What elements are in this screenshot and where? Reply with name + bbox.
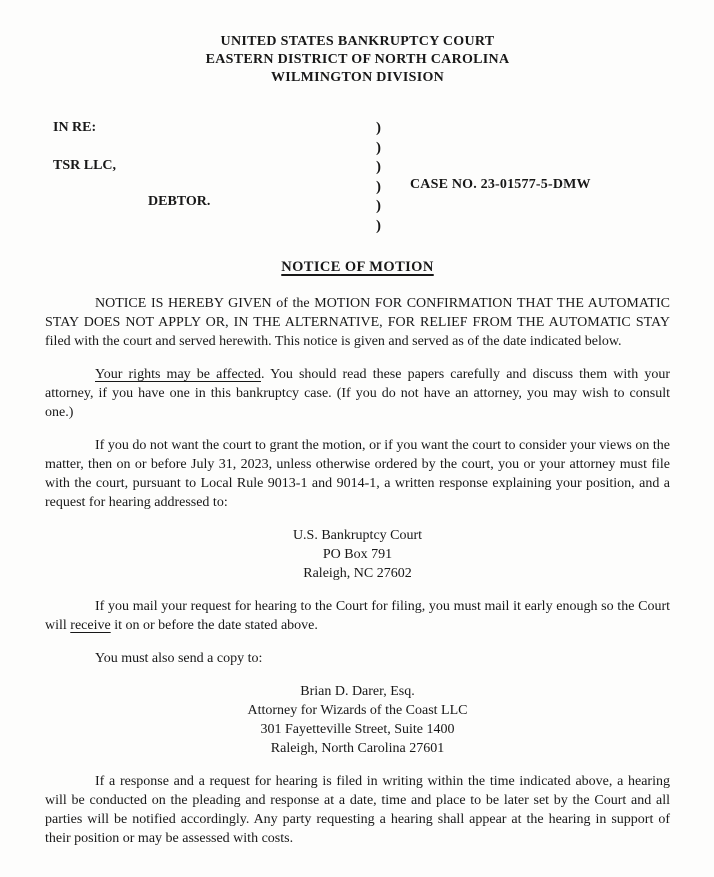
attorney-title: Attorney for Wizards of the Coast LLC xyxy=(247,703,468,718)
court-division: WILMINGTON DIVISION xyxy=(270,70,445,85)
court-address-block xyxy=(45,526,670,583)
document-title-text: NOTICE OF MOTION xyxy=(281,259,434,275)
court-name: UNITED STATES BANKRUPTCY COURT xyxy=(220,34,495,49)
paragraph-notice-given: NOTICE IS HEREBY GIVEN of the MOTION FOR CONFIRMATION THAT THE AUTOMATIC STAY DOES NOT APPLY OR, IN THE ALTERNATIVE, FOR RELIEF FROM THE AUTOMATIC STAY filed with the court and served herewith. This notice is given and served as of the date indicated below. xyxy=(45,296,670,349)
paragraph-response-deadline: If you do not want the court to grant the motion, or if you want the court to consider your views on the matter, then on or before July 31, 2023, unless otherwise ordered by the court, you or your attorney must file with the court, pursuant to Local Rule 9013-1 and 9014-1, a written response explaining your position, and a request for hearing addressed to: xyxy=(45,438,670,510)
court-header xyxy=(45,33,670,87)
court-address-city: Raleigh, NC 27602 xyxy=(303,566,412,581)
attorney-street: 301 Fayetteville Street, Suite 1400 xyxy=(260,722,455,737)
mail-instructions-post: it on or before the date stated above. xyxy=(110,618,318,633)
paragraph-mail-instructions xyxy=(45,597,670,635)
mail-instructions-pre: If you mail your request for hearing to the Court for filing, you must mail it early enough so the Court will xyxy=(45,599,670,633)
caption-paren: ) xyxy=(376,178,381,195)
paragraph-send-copy: You must also send a copy to: xyxy=(95,651,263,666)
debtor-name: TSR LLC, xyxy=(53,158,117,173)
in-re-label: IN RE: xyxy=(53,120,97,135)
attorney-city: Raleigh, North Carolina 27601 xyxy=(270,741,445,756)
caption-divider-parens xyxy=(376,119,381,236)
paragraph-rights-affected xyxy=(45,365,670,422)
case-caption xyxy=(45,118,670,250)
court-address-name: U.S. Bankruptcy Court xyxy=(292,528,423,543)
caption-paren: ) xyxy=(376,139,381,156)
caption-paren: ) xyxy=(376,120,381,136)
court-address-po-box: PO Box 791 xyxy=(322,547,393,562)
rights-affected-underlined: Your rights may be affected xyxy=(95,367,261,382)
receive-underlined: receive xyxy=(70,618,111,633)
court-district: EASTERN DISTRICT OF NORTH CAROLINA xyxy=(205,52,510,67)
caption-paren: ) xyxy=(376,159,381,175)
debtor-label: DEBTOR. xyxy=(148,194,211,209)
case-number: CASE NO. 23-01577-5-DMW xyxy=(410,177,591,192)
rights-affected-rest: . You should read these papers carefully and discuss them with your attorney, if you have one in this bankruptcy case. (If you do not have an attorney, you may wish to consult one.) xyxy=(45,367,671,420)
attorney-name: Brian D. Darer, Esq. xyxy=(300,684,415,699)
copy-to-address-block xyxy=(45,682,670,758)
document-title xyxy=(45,258,670,277)
caption-paren: ) xyxy=(376,198,381,214)
paragraph-hearing-procedure: If a response and a request for hearing is filed in writing within the time indicated above, a hearing will be conducted on the pleading and response at a date, time and place to be later set by the Court and all parties will be notified accordingly. Any party requesting a hearing shall appear at the hearing in support of their position or may be assessed with costs. xyxy=(45,774,670,846)
caption-paren: ) xyxy=(376,217,381,234)
